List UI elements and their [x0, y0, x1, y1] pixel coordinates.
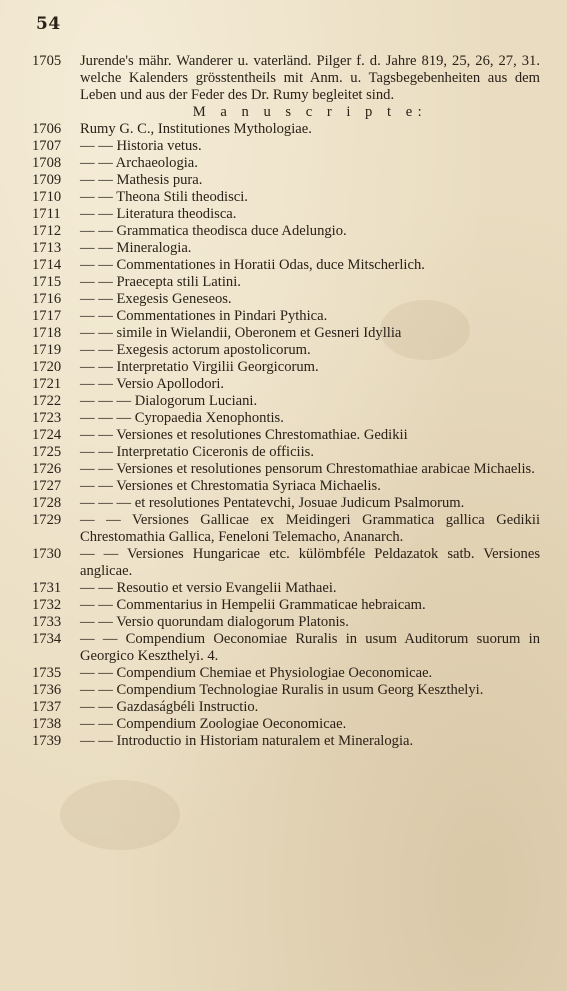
- entry-number: 1708: [32, 155, 62, 171]
- entry-number: 1707: [32, 138, 62, 154]
- entry-number: 1725: [32, 444, 62, 460]
- catalogue-entry: [32, 138, 540, 155]
- entry-text: — — Versiones Hungaricae etc. külömbféle Peldazatok satb. Versiones anglicae.: [80, 546, 540, 579]
- entry-text: — — — et resolutiones Pentatevchi, Josuae Judicum Psalmorum.: [80, 495, 465, 511]
- entry-text: Rumy G. C., Institutiones Mythologiae.: [80, 121, 312, 137]
- catalogue-entry: [32, 733, 540, 750]
- entry-text: — — simile in Wielandii, Oberonem et Gesneri Idyllia: [80, 325, 402, 341]
- entry-text: — — Gazdaságbéli Instructio.: [80, 699, 259, 715]
- entry-number: 1733: [32, 614, 62, 630]
- entry-text: — — Introductio in Historiam naturalem et Mineralogia.: [80, 733, 414, 749]
- catalogue-entry: [32, 495, 540, 512]
- entry-number: 1719: [32, 342, 62, 358]
- entry-number: 1730: [32, 546, 62, 562]
- entry-text: — — Versio quorundam dialogorum Platonis.: [80, 614, 349, 630]
- entry-number: 1714: [32, 257, 62, 273]
- entry-number: 1705: [32, 53, 62, 69]
- catalogue-entry: [32, 223, 540, 240]
- paper-stain: [60, 780, 180, 850]
- catalogue-entry: [32, 614, 540, 631]
- entry-text: — — Commentarius in Hempelii Grammaticae hebraicam.: [80, 597, 426, 613]
- entry-number: 1726: [32, 461, 62, 477]
- entry-number: 1737: [32, 699, 62, 715]
- entry-number: 1736: [32, 682, 62, 698]
- catalogue-entry: [32, 342, 540, 359]
- entry-text: — — Exegesis Geneseos.: [80, 291, 232, 307]
- catalogue-entry: [32, 478, 540, 495]
- entry-number: 1711: [32, 206, 61, 222]
- catalogue-entry: [32, 359, 540, 376]
- entry-number: 1729: [32, 512, 62, 528]
- entry-text: — — Mineralogia.: [80, 240, 192, 256]
- entry-text: — — Mathesis pura.: [80, 172, 203, 188]
- entry-text: — — Interpretatio Ciceronis de officiis.: [80, 444, 314, 460]
- entry-text: — — Interpretatio Virgilii Georgicorum.: [80, 359, 319, 375]
- catalogue-entry: [32, 580, 540, 597]
- catalogue-entry: [32, 444, 540, 461]
- catalogue-entry: [32, 393, 540, 410]
- entry-text: — — Versio Apollodori.: [80, 376, 225, 392]
- entry-text: — — Versiones et Chrestomatia Syriaca Michaelis.: [80, 478, 381, 494]
- catalogue-entry: [32, 512, 540, 546]
- entry-number: 1723: [32, 410, 62, 426]
- entry-number: 1734: [32, 631, 62, 647]
- entry-text: — — Theona Stili theodisci.: [80, 189, 248, 205]
- entry-number: 1712: [32, 223, 62, 239]
- entry-number: 1722: [32, 393, 62, 409]
- catalogue-entry: [32, 665, 540, 682]
- entry-text: — — Historia vetus.: [80, 138, 202, 154]
- catalogue-entry: [32, 546, 540, 580]
- entry-number: 1732: [32, 597, 62, 613]
- entry-number: 1731: [32, 580, 62, 596]
- entry-text: — — Compendium Oeconomiae Ruralis in usum Auditorum suorum in Georgico Keszthelyi. 4.: [80, 631, 540, 664]
- entry-number: 1739: [32, 733, 62, 749]
- catalogue-entry: [32, 461, 540, 478]
- entry-number: 1718: [32, 325, 62, 341]
- catalogue-entry: [32, 257, 540, 274]
- catalogue-entry: [32, 308, 540, 325]
- entry-number: 1727: [32, 478, 62, 494]
- catalogue-entry: [32, 427, 540, 444]
- entry-text: — — Archaeologia.: [80, 155, 198, 171]
- entry-text: — — Exegesis actorum apostolicorum.: [80, 342, 311, 358]
- entry-text: — — Compendium Technologiae Ruralis in usum Georg Keszthelyi.: [80, 682, 484, 698]
- entry-number: 1713: [32, 240, 62, 256]
- entry-number: 1720: [32, 359, 62, 375]
- catalogue-entry: [32, 376, 540, 393]
- entry-number: 1728: [32, 495, 62, 511]
- entry-text: — — Commentationes in Horatii Odas, duce Mitscherlich.: [80, 257, 425, 273]
- entry-text: — — Praecepta stili Latini.: [80, 274, 241, 290]
- catalogue-entry: [32, 172, 540, 189]
- catalogue-entry: [32, 291, 540, 308]
- entry-number: 1724: [32, 427, 62, 443]
- catalogue-entry: [32, 682, 540, 699]
- entry-number: 1717: [32, 308, 62, 324]
- catalogue-entry: [32, 155, 540, 172]
- catalogue-entry: [32, 189, 540, 206]
- entry-text: — — Compendium Chemiae et Physiologiae Oeconomicae.: [80, 665, 433, 681]
- catalogue-entry: [32, 716, 540, 733]
- catalogue-entries: [32, 53, 540, 750]
- catalogue-entry: [32, 699, 540, 716]
- entry-number: 1706: [32, 121, 62, 137]
- catalogue-entry: [32, 274, 540, 291]
- entry-text: — — Versiones et resolutiones Chrestomathiae. Gedikii: [80, 427, 408, 443]
- catalogue-entry: [32, 410, 540, 427]
- page-number: 54: [36, 14, 61, 34]
- entry-text: — — — Cyropaedia Xenophontis.: [80, 410, 284, 426]
- catalogue-entry: [32, 631, 540, 665]
- entry-number: 1738: [32, 716, 62, 732]
- entry-text: — — Commentationes in Pindari Pythica.: [80, 308, 328, 324]
- entry-text: — — Compendium Zoologiae Oeconomicae.: [80, 716, 347, 732]
- entry-number: 1715: [32, 274, 62, 290]
- entry-number: 1709: [32, 172, 62, 188]
- entry-text: — — Versiones Gallicae ex Meidingeri Grammatica gallica Gedikii Chrestomathia Gallica, Feneloni Telemacho, Ananarch.: [80, 512, 540, 545]
- entry-text: — — Literatura theodisca.: [80, 206, 237, 222]
- entry-number: 1716: [32, 291, 62, 307]
- entry-number: 1710: [32, 189, 62, 205]
- catalogue-entry: [32, 53, 540, 104]
- entry-list: [32, 121, 540, 750]
- catalogue-entry: [32, 325, 540, 342]
- entry-number: 1735: [32, 665, 62, 681]
- entry-text: — — Grammatica theodisca duce Adelungio.: [80, 223, 347, 239]
- catalogue-entry: [32, 597, 540, 614]
- entry-text: Jurende's mähr. Wanderer u. vaterländ. Pilger f. d. Jahre 819, 25, 26, 27, 31. welche Kalenders grösstentheils mit Anm. u. Tagsbegebenheiten aus dem Leben und aus der Feder des Dr. Rumy begleitet sind.: [80, 53, 540, 103]
- catalogue-entry: [32, 206, 540, 223]
- catalogue-entry: [32, 240, 540, 257]
- entry-text: — — — Dialogorum Luciani.: [80, 393, 258, 409]
- manuscripts-heading: M a n u s c r i p t e:: [192, 104, 428, 120]
- entry-text: — — Resoutio et versio Evangelii Mathaei.: [80, 580, 337, 596]
- entry-number: 1721: [32, 376, 62, 392]
- catalogue-entry: [32, 121, 540, 138]
- entry-text: — — Versiones et resolutiones pensorum Chrestomathiae arabicae Michaelis.: [80, 461, 535, 477]
